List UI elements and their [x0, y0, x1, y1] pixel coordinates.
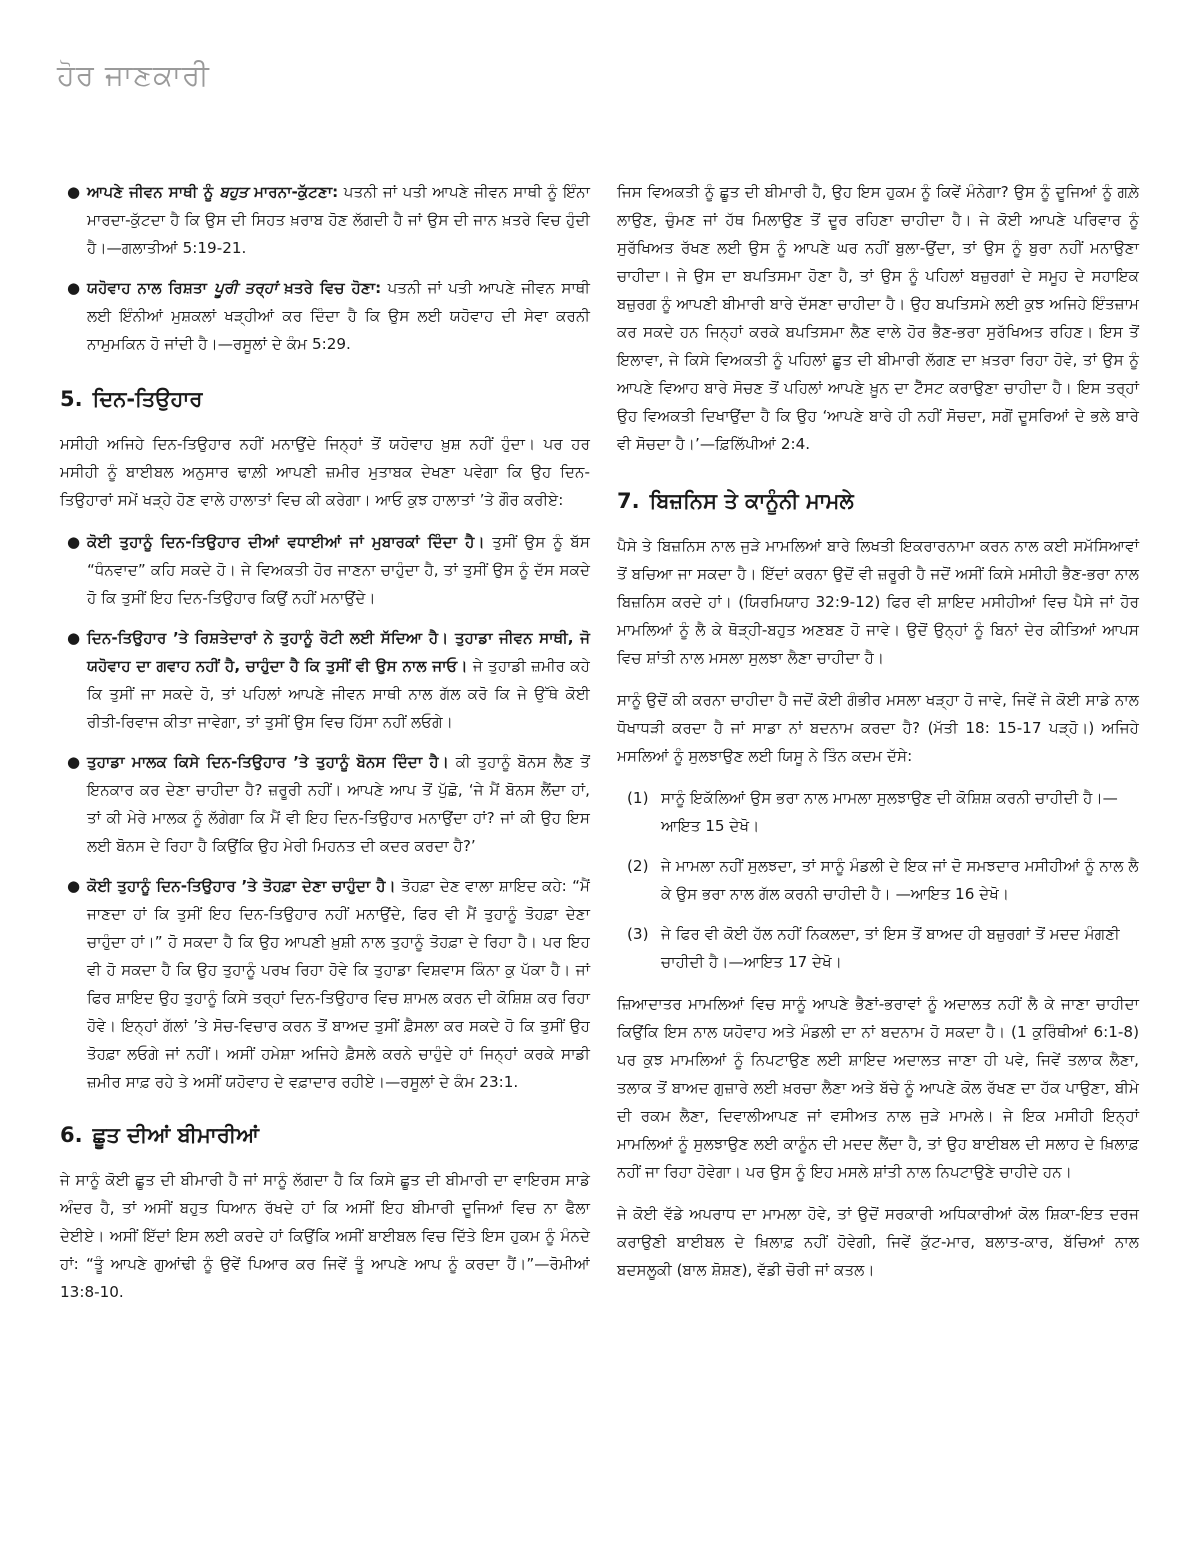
step-text: ਜੇ ਫਿਰ ਵੀ ਕੋਈ ਹੱਲ ਨਹੀਂ ਨਿਕਲਦਾ, ਤਾਂ ਇਸ ਤੋਂ ਬਾਅਦ ਹੀ ਬਜ਼ੁਰਗਾਂ ਤੋਂ ਮਦਦ ਮੰਗਣੀ ਚਾਹੀਦੀ ਹੈ।—ਆਇਤ 17 ਦੇਖੋ।	[661, 925, 1120, 971]
step-number: (2)	[627, 857, 649, 875]
step-item	[627, 920, 1139, 976]
bullet-dot: ●	[67, 629, 81, 647]
bullet-dot: ●	[67, 533, 81, 551]
bullet-text: ਤੋਹਫ਼ਾ ਦੇਣ ਵਾਲਾ ਸ਼ਾਇਦ ਕਹੇ: “ਮੈਂ ਜਾਣਦਾ ਹਾਂ ਕਿ ਤੁਸੀਂ ਇਹ ਦਿਨ-ਤਿਉਹਾਰ ਨਹੀਂ ਮਨਾਉਂਦੇ, ਫਿਰ ਵੀ ਮੈਂ ਤੁਹਾਨੂੰ ਤੋਹਫ਼ਾ ਦੇਣਾ ਚਾਹੁੰਦਾ ਹਾਂ।” ਹੋ ਸਕਦਾ ਹੈ ਕਿ ਉਹ ਆਪਣੀ ਖ਼ੁਸ਼ੀ ਨਾਲ ਤੁਹਾਨੂੰ ਤੋਹਫ਼ਾ ਦੇ ਰਿਹਾ ਹੈ। ਪਰ ਇਹ ਵੀ ਹੋ ਸਕਦਾ ਹੈ ਕਿ ਉਹ ਤੁਹਾਨੂੰ ਪਰਖ ਰਿਹਾ ਹੋਵੇ ਕਿ ਤੁਹਾਡਾ ਵਿਸ਼ਵਾਸ ਕਿੰਨਾ ਕੁ ਪੱਕਾ ਹੈ। ਜਾਂ ਫਿਰ ਸ਼ਾਇਦ ਉਹ ਤੁਹਾਨੂੰ ਕਿਸੇ ਤਰ੍ਹਾਂ ਦਿਨ-ਤਿਉਹਾਰ ਵਿਚ ਸ਼ਾਮਲ ਕਰਨ ਦੀ ਕੋਸ਼ਿਸ਼ ਕਰ ਰਿਹਾ ਹੋਵੇ। ਇਨ੍ਹਾਂ ਗੱਲਾਂ ’ਤੇ ਸੋਚ-ਵਿਚਾਰ ਕਰਨ ਤੋਂ ਬਾਅਦ ਤੁਸੀਂ ਫ਼ੈਸਲਾ ਕਰ ਸਕਦੇ ਹੋ ਕਿ ਤੁਸੀਂ ਉਹ ਤੋਹਫ਼ਾ ਲਓਗੇ ਜਾਂ ਨਹੀਂ। ਅਸੀਂ ਹਮੇਸ਼ਾ ਅਜਿਹੇ ਫ਼ੈਸਲੇ ਕਰਨੇ ਚਾਹੁੰਦੇ ਹਾਂ ਜਿਨ੍ਹਾਂ ਕਰਕੇ ਸਾਡੀ ਜ਼ਮੀਰ ਸਾਫ਼ ਰਹੇ ਤੇ ਅਸੀਂ ਯਹੋਵਾਹ ਦੇ ਵਫ਼ਾਦਾਰ ਰਹੀਏ।—ਰਸੂਲਾਂ ਦੇ ਕੰਮ 23:1.	[87, 877, 590, 1091]
step-item	[627, 852, 1139, 908]
bullet-dot: ●	[67, 753, 81, 771]
section-6-paragraph: ਜੇ ਸਾਨੂੰ ਕੋਈ ਛੂਤ ਦੀ ਬੀਮਾਰੀ ਹੈ ਜਾਂ ਸਾਨੂੰ ਲੱਗਦਾ ਹੈ ਕਿ ਕਿਸੇ ਛੂਤ ਦੀ ਬੀਮਾਰੀ ਦਾ ਵਾਇਰਸ ਸਾਡੇ ਅੰਦਰ ਹੈ, ਤਾਂ ਅਸੀਂ ਬਹੁਤ ਧਿਆਨ ਰੱਖਦੇ ਹਾਂ ਕਿ ਅਸੀਂ ਇਹ ਬੀਮਾਰੀ ਦੂਜਿਆਂ ਵਿਚ ਨਾ ਫੈਲਾ ਦੇਈਏ। ਅਸੀਂ ਇੱਦਾਂ ਇਸ ਲਈ ਕਰਦੇ ਹਾਂ ਕਿਉਂਕਿ ਅਸੀਂ ਬਾਈਬਲ ਵਿਚ ਦਿੱਤੇ ਇਸ ਹੁਕਮ ਨੂੰ ਮੰਨਦੇ ਹਾਂ: “ਤੂੰ ਆਪਣੇ ਗੁਆਂਢੀ ਨੂੰ ਉਵੇਂ ਪਿਆਰ ਕਰ ਜਿਵੇਂ ਤੂੰ ਆਪਣੇ ਆਪ ਨੂੰ ਕਰਦਾ ਹੈਂ।”—ਰੋਮੀਆਂ 13:8-10.	[60, 1171, 590, 1301]
left-column	[60, 178, 590, 1320]
bullet-lead: ਕੋਈ ਤੁਹਾਨੂੰ ਦਿਨ-ਤਿਉਹਾਰ ’ਤੇ ਤੋਹਫ਼ਾ ਦੇਣਾ ਚਾਹੁੰਦਾ ਹੈ।	[87, 877, 396, 895]
section-heading-6: 6. ਛੂਤ ਦੀਆਂ ਬੀਮਾਰੀਆਂ	[60, 1123, 260, 1147]
section-7-paragraph-3: ਜ਼ਿਆਦਾਤਰ ਮਾਮਲਿਆਂ ਵਿਚ ਸਾਨੂੰ ਆਪਣੇ ਭੈਣਾਂ-ਭਰਾਵਾਂ ਨੂੰ ਅਦਾਲਤ ਨਹੀਂ ਲੈ ਕੇ ਜਾਣਾ ਚਾਹੀਦਾ ਕਿਉਂਕਿ ਇਸ ਨਾਲ ਯਹੋਵਾਹ ਅਤੇ ਮੰਡਲੀ ਦਾ ਨਾਂ ਬਦਨਾਮ ਹੋ ਸਕਦਾ ਹੈ। (1 ਕੁਰਿੰਥੀਆਂ 6:1-8) ਪਰ ਕੁਝ ਮਾਮਲਿਆਂ ਨੂੰ ਨਿਪਟਾਉਣ ਲਈ ਸ਼ਾਇਦ ਅਦਾਲਤ ਜਾਣਾ ਹੀ ਪਵੇ, ਜਿਵੇਂ ਤਲਾਕ ਲੈਣਾ, ਤਲਾਕ ਤੋਂ ਬਾਅਦ ਗੁਜ਼ਾਰੇ ਲਈ ਖ਼ਰਚਾ ਲੈਣਾ ਅਤੇ ਬੱਚੇ ਨੂੰ ਆਪਣੇ ਕੋਲ ਰੱਖਣ ਦਾ ਹੱਕ ਪਾਉਣਾ, ਬੀਮੇ ਦੀ ਰਕਮ ਲੈਣਾ, ਦਿਵਾਲੀਆਪਣ ਜਾਂ ਵਸੀਅਤ ਨਾਲ ਜੁੜੇ ਮਾਮਲੇ। ਜੇ ਇਕ ਮਸੀਹੀ ਇਨ੍ਹਾਂ ਮਾਮਲਿਆਂ ਨੂੰ ਸੁਲਝਾਉਣ ਲਈ ਕਾਨੂੰਨ ਦੀ ਮਦਦ ਲੈਂਦਾ ਹੈ, ਤਾਂ ਉਹ ਬਾਈਬਲ ਦੀ ਸਲਾਹ ਦੇ ਖ਼ਿਲਾਫ਼ ਨਹੀਂ ਜਾ ਰਿਹਾ ਹੋਵੇਗਾ। ਪਰ ਉਸ ਨੂੰ ਇਹ ਮਸਲੇ ਸ਼ਾਂਤੀ ਨਾਲ ਨਿਪਟਾਉਣੇ ਚਾਹੀਦੇ ਹਨ।	[617, 995, 1139, 1181]
bullet-lead: ਤੁਹਾਡਾ ਮਾਲਕ ਕਿਸੇ ਦਿਨ-ਤਿਉਹਾਰ ’ਤੇ ਤੁਹਾਨੂੰ ਬੋਨਸ ਦਿੰਦਾ ਹੈ।	[87, 753, 449, 771]
section-5-intro: ਮਸੀਹੀ ਅਜਿਹੇ ਦਿਨ-ਤਿਉਹਾਰ ਨਹੀਂ ਮਨਾਉਂਦੇ ਜਿਨ੍ਹਾਂ ਤੋਂ ਯਹੋਵਾਹ ਖ਼ੁਸ਼ ਨਹੀਂ ਹੁੰਦਾ। ਪਰ ਹਰ ਮਸੀਹੀ ਨੂੰ ਬਾਈਬਲ ਅਨੁਸਾਰ ਢਾਲ਼ੀ ਆਪਣੀ ਜ਼ਮੀਰ ਮੁਤਾਬਕ ਦੇਖਣਾ ਪਵੇਗਾ ਕਿ ਉਹ ਦਿਨ-ਤਿਉਹਾਰਾਂ ਸਮੇਂ ਖੜ੍ਹੇ ਹੋਣ ਵਾਲੇ ਹਾਲਾਤਾਂ ਵਿਚ ਕੀ ਕਰੇਗਾ। ਆਓ ਕੁਝ ਹਾਲਾਤਾਂ ’ਤੇ ਗੌਰ ਕਰੀਏ:	[60, 435, 590, 509]
bullet-text: ਜੇ ਤੁਹਾਡੀ ਜ਼ਮੀਰ ਕਹੇ ਕਿ ਤੁਸੀਂ ਜਾ ਸਕਦੇ ਹੋ, ਤਾਂ ਪਹਿਲਾਂ ਆਪਣੇ ਜੀਵਨ ਸਾਥੀ ਨਾਲ ਗੱਲ ਕਰੋ ਕਿ ਜੇ ਉੱਥੇ ਕੋਈ ਰੀਤੀ-ਰਿਵਾਜ ਕੀਤਾ ਜਾਵੇਗਾ, ਤਾਂ ਤੁਸੀਂ ਉਸ ਵਿਚ ਹਿੱਸਾ ਨਹੀਂ ਲਓਗੇ।	[87, 657, 590, 731]
bullet-lead: ਕੋਈ ਤੁਹਾਨੂੰ ਦਿਨ-ਤਿਉਹਾਰ ਦੀਆਂ ਵਧਾਈਆਂ ਜਾਂ ਮੁਬਾਰਕਾਂ ਦਿੰਦਾ ਹੈ।	[87, 533, 485, 551]
section-7-paragraph-2: ਸਾਨੂੰ ਉਦੋਂ ਕੀ ਕਰਨਾ ਚਾਹੀਦਾ ਹੈ ਜਦੋਂ ਕੋਈ ਗੰਭੀਰ ਮਸਲਾ ਖੜ੍ਹਾ ਹੋ ਜਾਵੇ, ਜਿਵੇਂ ਜੇ ਕੋਈ ਸਾਡੇ ਨਾਲ ਧੋਖਾਧੜੀ ਕਰਦਾ ਹੈ ਜਾਂ ਸਾਡਾ ਨਾਂ ਬਦਨਾਮ ਕਰਦਾ ਹੈ? (ਮੱਤੀ 18: 15-17 ਪੜ੍ਹੋ।) ਅਜਿਹੇ ਮਸਲਿਆਂ ਨੂੰ ਸੁਲਝਾਉਣ ਲਈ ਯਿਸੂ ਨੇ ਤਿੰਨ ਕਦਮ ਦੱਸੇ:	[617, 691, 1139, 765]
bullet-text: ਤੁਸੀਂ ਉਸ ਨੂੰ ਬੱਸ “ਧੰਨਵਾਦ” ਕਹਿ ਸਕਦੇ ਹੋ। ਜੇ ਵਿਅਕਤੀ ਹੋਰ ਜਾਣਨਾ ਚਾਹੁੰਦਾ ਹੈ, ਤਾਂ ਤੁਸੀਂ ਉਸ ਨੂੰ ਦੱਸ ਸਕਦੇ ਹੋ ਕਿ ਤੁਸੀਂ ਇਹ ਦਿਨ-ਤਿਉਹਾਰ ਕਿਉਂ ਨਹੀਂ ਮਨਾਉਂਦੇ।	[87, 533, 590, 607]
section-5-bullets	[60, 528, 590, 1096]
bullet-lead: ਯਹੋਵਾਹ ਨਾਲ ਰਿਸ਼ਤਾ ਪੂਰੀ ਤਰ੍ਹਾਂ ਖ਼ਤਰੇ ਵਿਚ ਹੋਣਾ:	[87, 279, 382, 297]
section-7-paragraph-4: ਜੇ ਕੋਈ ਵੱਡੇ ਅਪਰਾਧ ਦਾ ਮਾਮਲਾ ਹੋਵੇ, ਤਾਂ ਉਦੋਂ ਸਰਕਾਰੀ ਅਧਿਕਾਰੀਆਂ ਕੋਲ ਸ਼ਿਕਾ-ਇਤ ਦਰਜ ਕਰਾਉਣੀ ਬਾਈਬਲ ਦੇ ਖ਼ਿਲਾਫ਼ ਨਹੀਂ ਹੋਵੇਗੀ, ਜਿਵੇਂ ਕੁੱਟ-ਮਾਰ, ਬਲਾਤ-ਕਾਰ, ਬੱਚਿਆਂ ਨਾਲ ਬਦਸਲੂਕੀ (ਬਾਲ ਸ਼ੋਸ਼ਣ), ਵੱਡੀ ਚੋਰੀ ਜਾਂ ਕਤਲ।	[617, 1205, 1139, 1279]
step-item	[627, 784, 1139, 840]
steps-list	[617, 784, 1139, 976]
bullet-dot: ●	[67, 183, 81, 201]
step-text: ਸਾਨੂੰ ਇਕੱਲਿਆਂ ਉਸ ਭਰਾ ਨਾਲ ਮਾਮਲਾ ਸੁਲਝਾਉਣ ਦੀ ਕੋਸ਼ਿਸ਼ ਕਰਨੀ ਚਾਹੀਦੀ ਹੈ।—ਆਇਤ 15 ਦੇਖੋ।	[661, 789, 1118, 835]
bullet-item	[60, 624, 590, 736]
step-number: (3)	[627, 925, 649, 943]
bullet-text: ਪਤਨੀ ਜਾਂ ਪਤੀ ਆਪਣੇ ਜੀਵਨ ਸਾਥੀ ਨੂੰ ਇੰਨਾ ਮਾਰਦਾ-ਕੁੱਟਦਾ ਹੈ ਕਿ ਉਸ ਦੀ ਸਿਹਤ ਖ਼ਰਾਬ ਹੋਣ ਲੱਗਦੀ ਹੈ ਜਾਂ ਉਸ ਦੀ ਜਾਨ ਖ਼ਤਰੇ ਵਿਚ ਹੁੰਦੀ ਹੈ।—ਗਲਾਤੀਆਂ 5:19-21.	[87, 183, 590, 257]
bullet-lead: ਦਿਨ-ਤਿਉਹਾਰ ’ਤੇ ਰਿਸ਼ਤੇਦਾਰਾਂ ਨੇ ਤੁਹਾਨੂੰ ਰੋਟੀ ਲਈ ਸੱਦਿਆ ਹੈ। ਤੁਹਾਡਾ ਜੀਵਨ ਸਾਥੀ, ਜੋ ਯਹੋਵਾਹ ਦਾ ਗਵਾਹ ਨਹੀਂ ਹੈ, ਚਾਹੁੰਦਾ ਹੈ ਕਿ ਤੁਸੀਂ ਵੀ ਉਸ ਨਾਲ ਜਾਓ।	[87, 629, 590, 675]
section-heading-5: 5. ਦਿਨ-ਤਿਉਹਾਰ	[60, 387, 203, 411]
bullet-dot: ●	[67, 877, 81, 895]
section-heading-7: 7. ਬਿਜ਼ਨਿਸ ਤੇ ਕਾਨੂੰਨੀ ਮਾਮਲੇ	[617, 489, 854, 513]
bullet-item	[60, 178, 590, 262]
bullet-item	[60, 274, 590, 358]
bullet-item	[60, 872, 590, 1096]
bullet-item	[60, 528, 590, 612]
bullet-lead: ਆਪਣੇ ਜੀਵਨ ਸਾਥੀ ਨੂੰ ਬਹੁਤ ਮਾਰਨਾ-ਕੁੱਟਣਾ:	[87, 183, 339, 201]
bullet-text: ਕੀ ਤੁਹਾਨੂੰ ਬੋਨਸ ਲੈਣ ਤੋਂ ਇਨਕਾਰ ਕਰ ਦੇਣਾ ਚਾਹੀਦਾ ਹੈ? ਜ਼ਰੂਰੀ ਨਹੀਂ। ਆਪਣੇ ਆਪ ਤੋਂ ਪੁੱਛੋ, ‘ਜੇ ਮੈਂ ਬੋਨਸ ਲੈਂਦਾ ਹਾਂ, ਤਾਂ ਕੀ ਮੇਰੇ ਮਾਲਕ ਨੂੰ ਲੱਗੇਗਾ ਕਿ ਮੈਂ ਵੀ ਇਹ ਦਿਨ-ਤਿਉਹਾਰ ਮਨਾਉਂਦਾ ਹਾਂ? ਜਾਂ ਕੀ ਉਹ ਇਸ ਲਈ ਬੋਨਸ ਦੇ ਰਿਹਾ ਹੈ ਕਿਉਂਕਿ ਉਹ ਮੇਰੀ ਮਿਹਨਤ ਦੀ ਕਦਰ ਕਰਦਾ ਹੈ?’	[87, 753, 590, 855]
step-text: ਜੇ ਮਾਮਲਾ ਨਹੀਂ ਸੁਲਝਦਾ, ਤਾਂ ਸਾਨੂੰ ਮੰਡਲੀ ਦੇ ਇਕ ਜਾਂ ਦੋ ਸਮਝਦਾਰ ਮਸੀਹੀਆਂ ਨੂੰ ਨਾਲ ਲੈ ਕੇ ਉਸ ਭਰਾ ਨਾਲ ਗੱਲ ਕਰਨੀ ਚਾਹੀਦੀ ਹੈ। —ਆਇਤ 16 ਦੇਖੋ।	[661, 857, 1139, 903]
top-bullet-list	[60, 178, 590, 358]
bullet-dot: ●	[67, 279, 81, 297]
step-number: (1)	[627, 789, 649, 807]
section-7-paragraph-1: ਪੈਸੇ ਤੇ ਬਿਜ਼ਨਿਸ ਨਾਲ ਜੁੜੇ ਮਾਮਲਿਆਂ ਬਾਰੇ ਲਿਖਤੀ ਇਕਰਾਰਨਾਮਾ ਕਰਨ ਨਾਲ ਕਈ ਸਮੱਸਿਆਵਾਂ ਤੋਂ ਬਚਿਆ ਜਾ ਸਕਦਾ ਹੈ। ਇੱਦਾਂ ਕਰਨਾ ਉਦੋਂ ਵੀ ਜ਼ਰੂਰੀ ਹੈ ਜਦੋਂ ਅਸੀਂ ਕਿਸੇ ਮਸੀਹੀ ਭੈਣ-ਭਰਾ ਨਾਲ ਬਿਜ਼ਨਿਸ ਕਰਦੇ ਹਾਂ। (ਯਿਰਮਿਯਾਹ 32:9-12) ਫਿਰ ਵੀ ਸ਼ਾਇਦ ਮਸੀਹੀਆਂ ਵਿਚ ਪੈਸੇ ਜਾਂ ਹੋਰ ਮਾਮਲਿਆਂ ਨੂੰ ਲੈ ਕੇ ਥੋੜ੍ਹੀ-ਬਹੁਤ ਅਣਬਣ ਹੋ ਜਾਵੇ। ਉਦੋਂ ਉਨ੍ਹਾਂ ਨੂੰ ਬਿਨਾਂ ਦੇਰ ਕੀਤਿਆਂ ਆਪਸ ਵਿਚ ਸ਼ਾਂਤੀ ਨਾਲ ਮਸਲਾ ਸੁਲਝਾ ਲੈਣਾ ਚਾਹੀਦਾ ਹੈ।	[617, 537, 1139, 667]
running-head: ਹੋਰ ਜਾਣਕਾਰੀ	[57, 58, 210, 92]
section-6-paragraph-continued: ਜਿਸ ਵਿਅਕਤੀ ਨੂੰ ਛੂਤ ਦੀ ਬੀਮਾਰੀ ਹੈ, ਉਹ ਇਸ ਹੁਕਮ ਨੂੰ ਕਿਵੇਂ ਮੰਨੇਗਾ? ਉਸ ਨੂੰ ਦੂਜਿਆਂ ਨੂੰ ਗਲ਼ੇ ਲਾਉਣ, ਚੁੰਮਣ ਜਾਂ ਹੱਥ ਮਿਲਾਉਣ ਤੋਂ ਦੂਰ ਰਹਿਣਾ ਚਾਹੀਦਾ ਹੈ। ਜੇ ਕੋਈ ਆਪਣੇ ਪਰਿਵਾਰ ਨੂੰ ਸੁਰੱਖਿਅਤ ਰੱਖਣ ਲਈ ਉਸ ਨੂੰ ਆਪਣੇ ਘਰ ਨਹੀਂ ਬੁਲਾ-ਉਂਦਾ, ਤਾਂ ਉਸ ਨੂੰ ਬੁਰਾ ਨਹੀਂ ਮਨਾਉਣਾ ਚਾਹੀਦਾ। ਜੇ ਉਸ ਦਾ ਬਪਤਿਸਮਾ ਹੋਣਾ ਹੈ, ਤਾਂ ਉਸ ਨੂੰ ਪਹਿਲਾਂ ਬਜ਼ੁਰਗਾਂ ਦੇ ਸਮੂਹ ਦੇ ਸਹਾਇਕ ਬਜ਼ੁਰਗ ਨੂੰ ਆਪਣੀ ਬੀਮਾਰੀ ਬਾਰੇ ਦੱਸਣਾ ਚਾਹੀਦਾ ਹੈ। ਉਹ ਬਪਤਿਸਮੇ ਲਈ ਕੁਝ ਅਜਿਹੇ ਇੰਤਜ਼ਾਮ ਕਰ ਸਕਦੇ ਹਨ ਜਿਨ੍ਹਾਂ ਕਰਕੇ ਬਪਤਿਸਮਾ ਲੈਣ ਵਾਲੇ ਹੋਰ ਭੈਣ-ਭਰਾ ਸੁਰੱਖਿਅਤ ਰਹਿਣ। ਇਸ ਤੋਂ ਇਲਾਵਾ, ਜੇ ਕਿਸੇ ਵਿਅਕਤੀ ਨੂੰ ਪਹਿਲਾਂ ਛੂਤ ਦੀ ਬੀਮਾਰੀ ਲੱਗਣ ਦਾ ਖ਼ਤਰਾ ਰਿਹਾ ਹੋਵੇ, ਤਾਂ ਉਸ ਨੂੰ ਆਪਣੇ ਵਿਆਹ ਬਾਰੇ ਸੋਚਣ ਤੋਂ ਪਹਿਲਾਂ ਆਪਣੇ ਖ਼ੂਨ ਦਾ ਟੈੱਸਟ ਕਰਾਉਣਾ ਚਾਹੀਦਾ ਹੈ। ਇਸ ਤਰ੍ਹਾਂ ਉਹ ਵਿਅਕਤੀ ਦਿਖਾਉਂਦਾ ਹੈ ਕਿ ਉਹ ‘ਆਪਣੇ ਬਾਰੇ ਹੀ ਨਹੀਂ ਸੋਚਦਾ, ਸਗੋਂ ਦੂਸਰਿਆਂ ਦੇ ਭਲੇ ਬਾਰੇ ਵੀ ਸੋਚਦਾ ਹੈ।’—ਫ਼ਿਲਿੱਪੀਆਂ 2:4.	[617, 183, 1139, 453]
bullet-item	[60, 748, 590, 860]
right-column	[617, 178, 1139, 1298]
bullet-text: ਪਤਨੀ ਜਾਂ ਪਤੀ ਆਪਣੇ ਜੀਵਨ ਸਾਥੀ ਲਈ ਇੰਨੀਆਂ ਮੁਸ਼ਕਲਾਂ ਖੜ੍ਹੀਆਂ ਕਰ ਦਿੰਦਾ ਹੈ ਕਿ ਉਸ ਲਈ ਯਹੋਵਾਹ ਦੀ ਸੇਵਾ ਕਰਨੀ ਨਾਮੁਮਕਿਨ ਹੋ ਜਾਂਦੀ ਹੈ।—ਰਸੂਲਾਂ ਦੇ ਕੰਮ 5:29.	[87, 279, 590, 353]
